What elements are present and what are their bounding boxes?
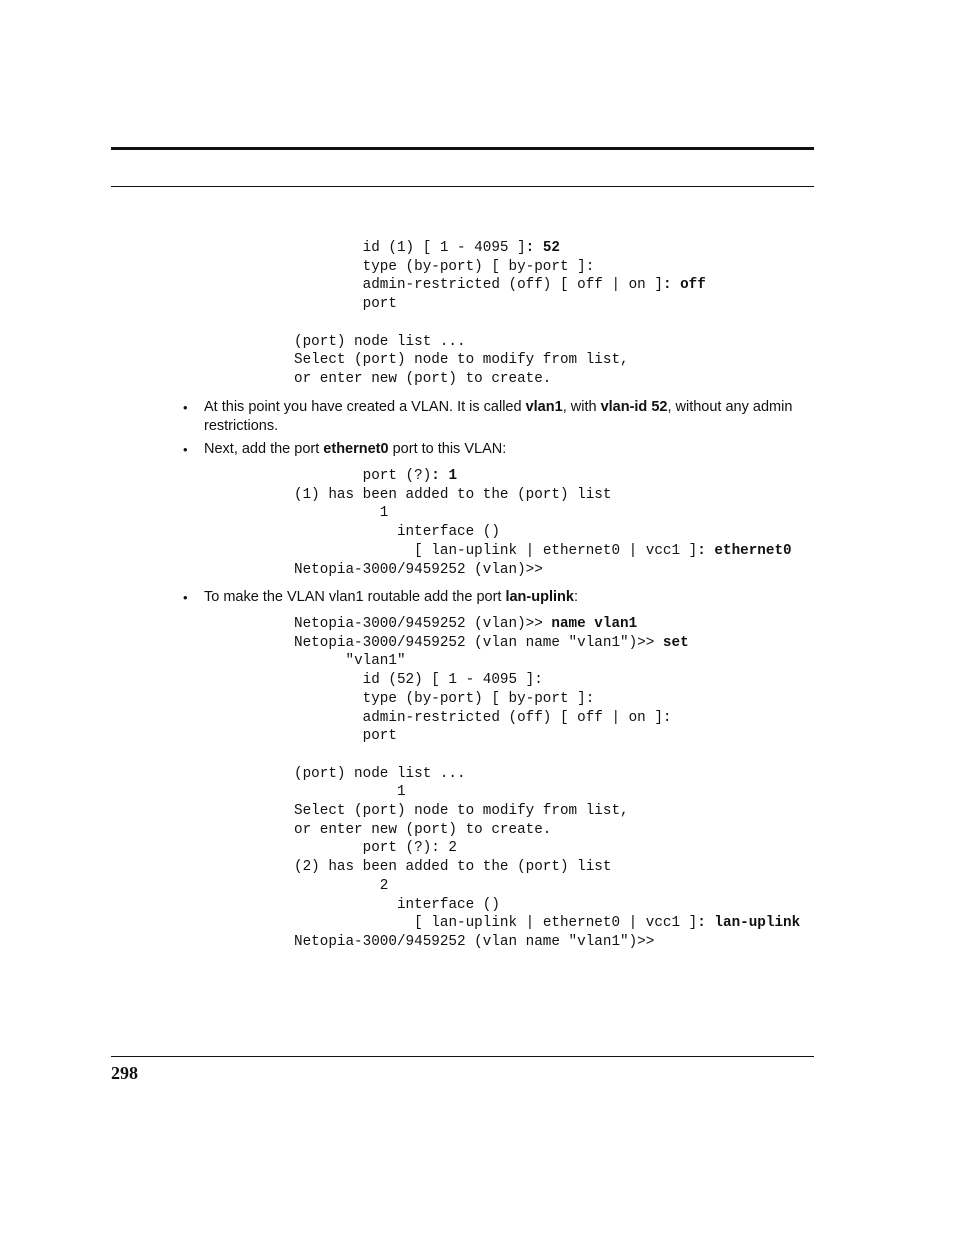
code-line: Select (port) node to modify from list, [294, 803, 629, 820]
code-user-input: : 52 [525, 240, 560, 256]
code-line: port (?): 1 [362, 468, 458, 484]
port-name: ethernet0 [323, 441, 389, 457]
port-name: lan-uplink [505, 589, 574, 605]
code-line: 1 [396, 784, 406, 801]
code-line: 1 [379, 505, 389, 522]
text-run: port to this VLAN: [388, 441, 507, 457]
code-line: Netopia-3000/9459252 (vlan name "vlan1")>> [294, 933, 655, 950]
code-line: 2 [379, 877, 389, 894]
code-line: interface () [396, 524, 500, 541]
text-run: , without any admin restrictions. [204, 399, 793, 434]
code-line: (port) node list ... [294, 333, 466, 350]
code-block-2 [294, 467, 792, 579]
code-line: port [362, 728, 397, 745]
code-line: (1) has been added to the (port) list [294, 486, 612, 503]
code-line: or enter new (port) to create. [294, 370, 552, 387]
code-user-input: : ethernet0 [697, 542, 792, 559]
code-line [294, 746, 800, 765]
vlan-id: vlan-id 52 [600, 399, 668, 415]
text-run: To make the VLAN vlan1 routable add the port [204, 589, 506, 605]
code-line: Select (port) node to modify from list, [294, 352, 629, 369]
code-line: [ lan-uplink | ethernet0 | vcc1 ]: ethernet0 [414, 542, 792, 559]
code-line [294, 314, 706, 333]
code-block-3 [294, 615, 800, 952]
code-line: type (by-port) [ by-port ]: [362, 690, 595, 707]
code-line: "vlan1" [345, 653, 406, 670]
code-user-input: : 1 [431, 468, 458, 484]
vlan-name: vlan1 [525, 399, 563, 415]
code-line: (port) node list ... [294, 765, 466, 782]
code-line: port (?): 2 [362, 840, 458, 857]
bullet-marker: • [183, 400, 188, 415]
code-line: Netopia-3000/9459252 (vlan)>> [294, 561, 543, 578]
header-rule-thick [111, 147, 814, 150]
code-line: Netopia-3000/9459252 (vlan name "vlan1")>> set [294, 634, 689, 651]
code-line: or enter new (port) to create. [294, 821, 552, 838]
code-line: admin-restricted (off) [ off | on ]: off [362, 277, 706, 294]
code-line: interface () [396, 896, 500, 913]
code-line: type (by-port) [ by-port ]: [362, 258, 595, 275]
bullet-text [204, 398, 804, 436]
code-line: [ lan-uplink | ethernet0 | vcc1 ]: lan-uplink [414, 915, 801, 932]
bullet-marker: • [183, 590, 188, 605]
text-run: : [573, 589, 578, 605]
text-run: At this point you have created a VLAN. It is called [204, 399, 526, 415]
code-user-input: set [662, 634, 689, 651]
bullet-marker: • [183, 442, 188, 457]
code-line: Netopia-3000/9459252 (vlan)>> name vlan1 [294, 616, 638, 632]
code-line: id (1) [ 1 - 4095 ]: 52 [362, 240, 560, 256]
code-line: admin-restricted (off) [ off | on ]: [362, 709, 672, 726]
text-run: Next, add the port [204, 441, 324, 457]
code-user-input: : lan-uplink [697, 915, 801, 932]
code-user-input: name vlan1 [551, 616, 638, 632]
code-line: id (52) [ 1 - 4095 ]: [362, 672, 543, 689]
code-block-1 [294, 239, 706, 389]
code-user-input: : off [662, 277, 706, 294]
code-line: port [362, 296, 397, 313]
code-line: (2) has been added to the (port) list [294, 859, 612, 876]
footer-rule [111, 1056, 814, 1057]
page-number: 298 [111, 1063, 138, 1083]
header-rule-thin [111, 186, 814, 187]
bullet-text [204, 440, 804, 459]
text-run: , with [562, 399, 601, 415]
bullet-text [204, 588, 804, 607]
